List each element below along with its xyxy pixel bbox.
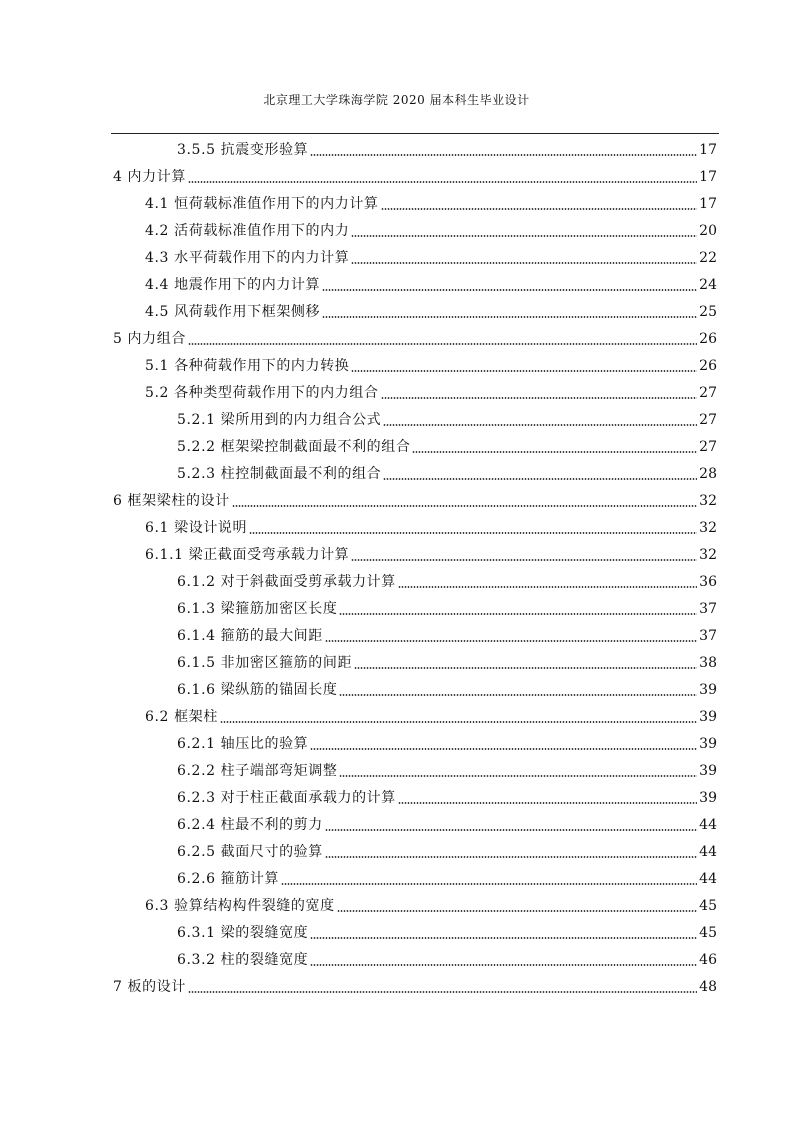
toc-entry-label: 4.5 风荷载作用下框架侧移 (145, 304, 321, 320)
toc-entry[interactable] (145, 542, 717, 569)
toc-entry[interactable] (177, 785, 717, 812)
toc-dot-leader (232, 505, 697, 507)
toc-entry[interactable] (113, 488, 717, 515)
toc-dot-leader (381, 208, 698, 210)
toc-entry-label: 5.1 各种荷载作用下的内力转换 (145, 358, 350, 374)
toc-dot-leader (351, 235, 697, 237)
toc-dot-leader (310, 937, 697, 939)
toc-entry-page-number: 32 (699, 520, 717, 536)
toc-entry-page-number: 17 (699, 142, 717, 158)
toc-entry-page-number: 27 (699, 412, 717, 428)
toc-entry-page-number: 37 (699, 601, 717, 617)
toc-dot-leader (337, 910, 697, 912)
header-divider (111, 133, 719, 134)
toc-dot-leader (339, 775, 697, 777)
toc-dot-leader (383, 424, 697, 426)
toc-entry-label: 4.1 恒荷载标准值作用下的内力计算 (145, 196, 379, 212)
toc-dot-leader (354, 667, 697, 669)
toc-entry-label: 5.2 各种类型荷载作用下的内力组合 (145, 385, 379, 401)
toc-entry-label: 6.1.3 梁箍筋加密区长度 (177, 601, 338, 617)
toc-entry-label: 6.2.1 轴压比的验算 (177, 736, 309, 752)
toc-entry-page-number: 39 (699, 736, 717, 752)
toc-entry[interactable] (145, 353, 717, 380)
toc-entry[interactable] (113, 164, 717, 191)
toc-entry-label: 6.2.2 柱子端部弯矩调整 (177, 763, 338, 779)
toc-dot-leader (310, 748, 697, 750)
toc-entry[interactable] (113, 326, 717, 353)
toc-entry-page-number: 27 (699, 385, 717, 401)
toc-entry-page-number: 44 (699, 817, 717, 833)
toc-entry-label: 6.1.5 非加密区箍筋的间距 (177, 655, 353, 671)
toc-entry-label: 6.1.2 对于斜截面受剪承载力计算 (177, 574, 396, 590)
toc-dot-leader (310, 154, 697, 156)
toc-dot-leader (381, 397, 698, 399)
toc-entry-label: 6.3.1 梁的裂缝宽度 (177, 925, 309, 941)
toc-entry-page-number: 39 (699, 790, 717, 806)
toc-entry-label: 5 内力组合 (113, 331, 186, 347)
toc-entry[interactable] (177, 677, 717, 704)
toc-entry-label: 4.3 水平荷载作用下的内力计算 (145, 250, 350, 266)
toc-entry-page-number: 32 (699, 493, 717, 509)
toc-entry-page-number: 27 (699, 439, 717, 455)
toc-entry[interactable] (177, 461, 717, 488)
toc-entry[interactable] (177, 758, 717, 785)
toc-entry-label: 6.1 梁设计说明 (145, 520, 248, 536)
toc-entry[interactable] (177, 920, 717, 947)
toc-entry-page-number: 22 (699, 250, 717, 266)
toc-entry[interactable] (177, 596, 717, 623)
toc-entry[interactable] (145, 380, 717, 407)
toc-entry-page-number: 24 (699, 277, 717, 293)
toc-entry-page-number: 17 (699, 169, 717, 185)
toc-entry-page-number: 45 (699, 925, 717, 941)
toc-dot-leader (398, 802, 697, 804)
toc-entry-page-number: 32 (699, 547, 717, 563)
toc-entry-page-number: 44 (699, 844, 717, 860)
toc-entry-label: 5.2.2 框架梁控制截面最不利的组合 (177, 439, 411, 455)
toc-entry[interactable] (177, 650, 717, 677)
toc-entry-label: 6.3 验算结构构件裂缝的宽度 (145, 898, 335, 914)
toc-entry[interactable] (177, 137, 717, 164)
toc-entry-page-number: 45 (699, 898, 717, 914)
toc-dot-leader (188, 991, 697, 993)
toc-entry-label: 6.2 框架柱 (145, 709, 218, 725)
toc-entry-page-number: 20 (699, 223, 717, 239)
toc-dot-leader (220, 721, 697, 723)
toc-entry-label: 4.2 活荷载标准值作用下的内力 (145, 223, 350, 239)
toc-dot-leader (325, 856, 697, 858)
toc-entry[interactable] (145, 191, 717, 218)
toc-entry-label: 6.1.4 箍筋的最大间距 (177, 628, 323, 644)
toc-entry-label: 6.2.3 对于柱正截面承载力的计算 (177, 790, 396, 806)
toc-dot-leader (339, 613, 697, 615)
toc-entry-label: 4 内力计算 (113, 169, 186, 185)
toc-entry-label: 7 板的设计 (113, 979, 186, 995)
toc-entry-label: 5.2.1 梁所用到的内力组合公式 (177, 412, 382, 428)
toc-entry[interactable] (177, 434, 717, 461)
toc-dot-leader (322, 289, 697, 291)
toc-entry-label: 4.4 地震作用下的内力计算 (145, 277, 321, 293)
toc-entry-label: 3.5.5 抗震变形验算 (177, 142, 309, 158)
toc-entry[interactable] (177, 623, 717, 650)
toc-dot-leader (322, 316, 697, 318)
toc-entry[interactable] (145, 893, 717, 920)
toc-dot-leader (325, 829, 697, 831)
toc-entry[interactable] (145, 272, 717, 299)
toc-entry-page-number: 48 (699, 979, 717, 995)
toc-entry[interactable] (177, 569, 717, 596)
toc-dot-leader (351, 370, 697, 372)
toc-entry-page-number: 39 (699, 763, 717, 779)
toc-entry[interactable] (145, 218, 717, 245)
toc-dot-leader (412, 451, 697, 453)
toc-entry-page-number: 26 (699, 331, 717, 347)
toc-entry-label: 6.1.6 梁纵筋的锚固长度 (177, 682, 338, 698)
toc-entry[interactable] (145, 299, 717, 326)
toc-entry-page-number: 39 (699, 709, 717, 725)
toc-entry[interactable] (177, 947, 717, 974)
toc-dot-leader (351, 262, 697, 264)
toc-dot-leader (188, 181, 697, 183)
toc-entry-page-number: 26 (699, 358, 717, 374)
toc-entry-page-number: 38 (699, 655, 717, 671)
toc-entry-page-number: 36 (699, 574, 717, 590)
toc-dot-leader (310, 964, 697, 966)
toc-entry[interactable] (145, 704, 717, 731)
toc-dot-leader (325, 640, 697, 642)
toc-entry-page-number: 44 (699, 871, 717, 887)
toc-entry-label: 6.2.5 截面尺寸的验算 (177, 844, 323, 860)
toc-entry[interactable] (145, 245, 717, 272)
toc-dot-leader (339, 694, 697, 696)
toc-entry-page-number: 25 (699, 304, 717, 320)
toc-entry-label: 6.1.1 梁正截面受弯承载力计算 (145, 547, 350, 563)
toc-entry-label: 6.2.6 箍筋计算 (177, 871, 280, 887)
toc-dot-leader (398, 586, 697, 588)
toc-entry-label: 6.3.2 柱的裂缝宽度 (177, 952, 309, 968)
toc-entry[interactable] (113, 974, 717, 1001)
toc-entry-label: 5.2.3 柱控制截面最不利的组合 (177, 466, 382, 482)
toc-entry-page-number: 28 (699, 466, 717, 482)
toc-entry-label: 6 框架梁柱的设计 (113, 493, 230, 509)
toc-dot-leader (281, 883, 697, 885)
toc-entry-page-number: 46 (699, 952, 717, 968)
toc-dot-leader (249, 532, 697, 534)
toc-dot-leader (383, 478, 697, 480)
toc-entry[interactable] (145, 515, 717, 542)
toc-entry-page-number: 37 (699, 628, 717, 644)
toc-entry[interactable] (177, 812, 717, 839)
toc-entry-page-number: 39 (699, 682, 717, 698)
page-header-title: 北京理工大学珠海学院 2020 届本科生毕业设计 (263, 93, 530, 107)
toc-entry[interactable] (177, 839, 717, 866)
toc-entry-page-number: 17 (699, 196, 717, 212)
toc-dot-leader (188, 343, 697, 345)
toc-dot-leader (351, 559, 697, 561)
toc-entry-label: 6.2.4 柱最不利的剪力 (177, 817, 323, 833)
toc-entry[interactable] (177, 731, 717, 758)
toc-entry[interactable] (177, 407, 717, 434)
toc-entry[interactable] (177, 866, 717, 893)
